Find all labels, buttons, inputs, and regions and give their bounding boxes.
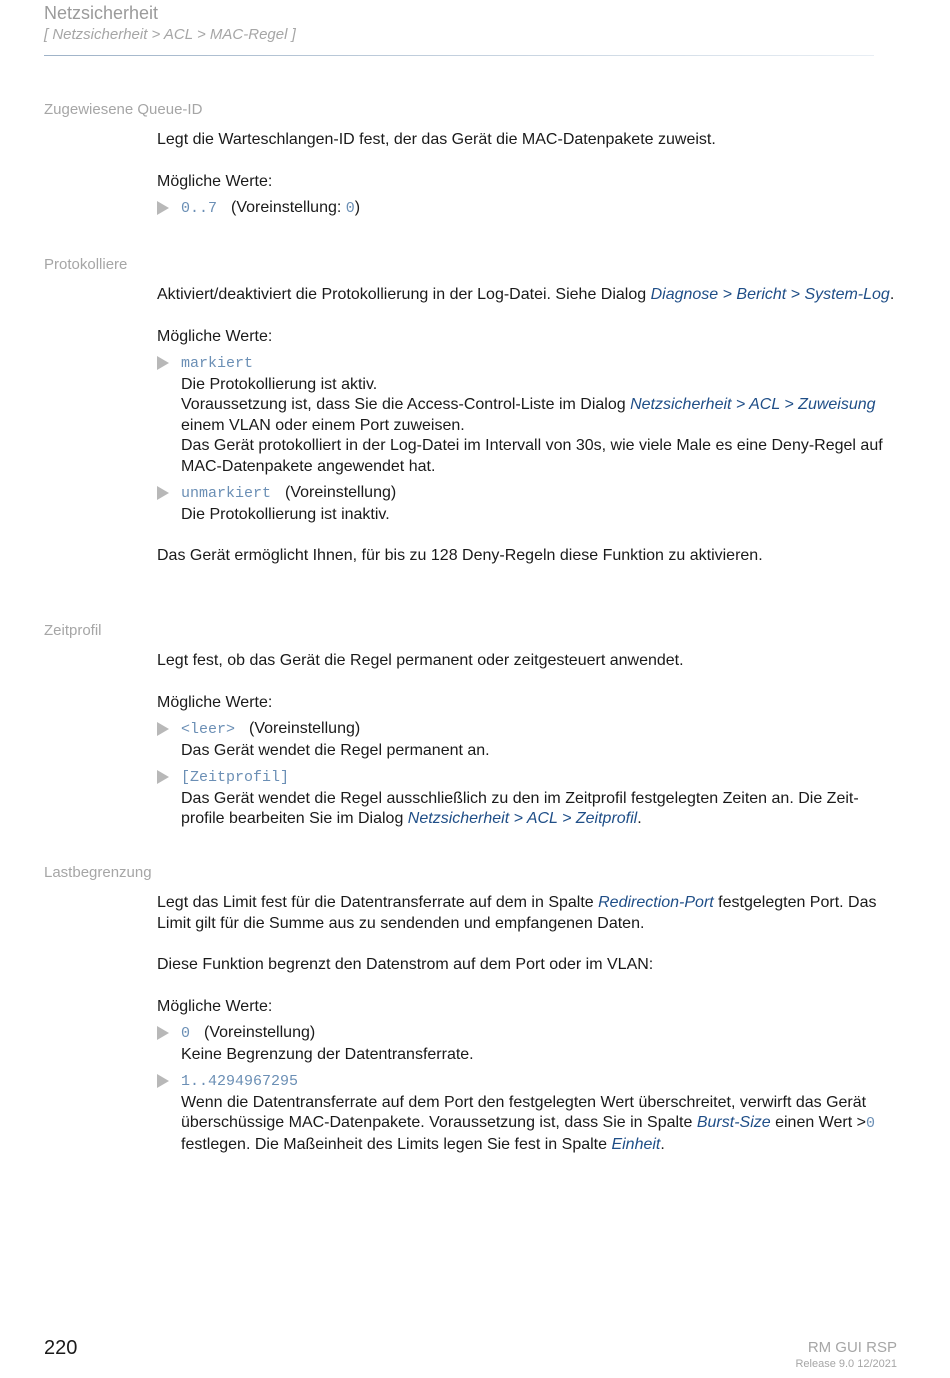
option-text-part: . — [637, 810, 642, 827]
option-text-part: . — [660, 1135, 665, 1153]
inline-code: 0 — [865, 1115, 875, 1132]
bullet-triangle-icon — [157, 770, 169, 784]
bullet-triangle-icon — [157, 356, 169, 370]
bullet-triangle-icon — [157, 722, 169, 736]
possible-values-label: Mögliche Werte: — [157, 997, 273, 1015]
breadcrumb: [ Netzsicherheit > ACL > MAC-Regel ] — [44, 26, 296, 43]
option-note: (Voreinstellung) — [204, 1024, 316, 1041]
description: Diese Funktion begrenzt den Datenstrom auf dem Port oder im VLAN: — [157, 956, 654, 973]
dialog-link-zuweisung[interactable]: Netzsicherheit > ACL > Zuweisung — [630, 396, 876, 413]
option-code: unmarkiert — [181, 485, 272, 502]
value-option — [157, 353, 902, 477]
section-body-lastbegrenzung — [157, 893, 902, 1161]
release-info: Release 9.0 12/2021 — [795, 1358, 897, 1370]
option-text-part: festlegen. Die Maßeinheit des Limits legen Sie fest in Spalte — [181, 1135, 612, 1153]
page-header-title: Netzsicherheit — [44, 3, 159, 23]
value-option — [157, 1023, 902, 1065]
section-body-protokolliere — [157, 285, 902, 588]
possible-values-label: Mögliche Werte: — [157, 172, 273, 190]
option-text: Die Protokollierung ist inaktiv. — [181, 505, 390, 523]
option-code: <leer> — [181, 721, 236, 738]
option-text — [181, 789, 902, 830]
value-option — [157, 198, 902, 220]
description: Legt die Warteschlangen-ID fest, der das Gerät die MAC-Datenpakete zuweist. — [157, 131, 716, 148]
option-text — [181, 1093, 902, 1156]
description: Legt fest, ob das Gerät die Regel permanent oder zeitgesteuert anwendet. — [157, 652, 684, 669]
option-default-code: 0 — [345, 200, 355, 217]
option-text: Das Gerät protokolliert in der Log-Datei im Intervall von 30s, wie viele Male es eine Deny-Regel auf MAC-Datenpakete angewendet hat. — [181, 437, 883, 475]
option-code: 0 — [181, 1025, 191, 1042]
section-heading-lastbegrenzung: Lastbegrenzung — [44, 864, 152, 881]
bullet-triangle-icon — [157, 1026, 169, 1040]
value-option — [157, 719, 902, 761]
description-text: Legt das Limit fest für die Datentransferrate auf dem in Spalte — [157, 894, 599, 911]
option-code: 0..7 — [181, 200, 218, 217]
option-note-end: ) — [354, 199, 361, 216]
description-text: festgelegten Port. Das Limit gilt für die Summe aus zu sendenden und empfangenen Daten. — [157, 894, 877, 932]
bullet-triangle-icon — [157, 1074, 169, 1088]
description — [157, 285, 902, 306]
section-heading-protokolliere: Protokolliere — [44, 256, 128, 273]
dialog-link-system-log[interactable]: Diagnose > Bericht > System-Log — [650, 286, 890, 303]
option-text-part: Wenn die Datentransferrate auf dem Port den festgelegten Wert überschreitet, verwirft das Gerät überschüssige MAC-Datenpakete. Voraussetzung ist, dass Sie in Spalte — [181, 1093, 867, 1131]
option-note: (Voreinstellung) — [249, 720, 361, 737]
value-option — [157, 767, 902, 830]
option-text: Keine Begrenzung der Datentransferrate. — [181, 1045, 474, 1063]
option-code: [Zeitprofil] — [181, 769, 290, 786]
value-option — [157, 483, 902, 525]
column-link-redirection-port[interactable]: Redirection-Port — [598, 894, 714, 911]
option-text-part: Das Gerät wendet die Regel ausschließlich zu den im Zeitprofil festgelegten Zeiten an. Die Zeit-profile bearbeiten Sie im Dialog — [181, 789, 859, 827]
column-link-einheit[interactable]: Einheit — [611, 1135, 661, 1153]
note: Das Gerät ermöglicht Ihnen, für bis zu 128 Deny-Regeln diese Funktion zu aktivieren. — [157, 547, 763, 564]
section-body-queue-id — [157, 130, 902, 226]
option-text-part: einem VLAN oder einem Port zuweisen. — [181, 416, 465, 434]
option-code: markiert — [181, 355, 254, 372]
description-text: Aktiviert/deaktiviert die Protokollierung in der Log-Datei. Siehe Dialog — [157, 286, 651, 303]
document-id: RM GUI RSP — [807, 1339, 897, 1356]
page-number: 220 — [44, 1337, 78, 1359]
value-option — [157, 1071, 902, 1155]
option-text: Die Protokollierung ist aktiv. — [181, 375, 378, 393]
option-text-part: Voraussetzung ist, dass Sie die Access-Control-Liste im Dialog — [181, 396, 631, 413]
section-heading-queue-id: Zugewiesene Queue-ID — [44, 101, 203, 118]
option-text: Das Gerät wendet die Regel permanent an. — [181, 741, 490, 759]
option-text-part: einen Wert > — [770, 1114, 866, 1131]
section-heading-zeitprofil: Zeitprofil — [44, 622, 102, 639]
option-note: (Voreinstellung: — [231, 199, 346, 216]
possible-values-label: Mögliche Werte: — [157, 693, 273, 711]
option-note: (Voreinstellung) — [285, 484, 397, 501]
option-text — [181, 395, 902, 436]
column-link-burst-size[interactable]: Burst-Size — [696, 1114, 771, 1131]
option-code: 1..4294967295 — [181, 1073, 299, 1090]
description-end: . — [889, 286, 895, 303]
bullet-triangle-icon — [157, 486, 169, 500]
description — [157, 893, 902, 934]
header-divider — [44, 55, 874, 56]
bullet-triangle-icon — [157, 201, 169, 215]
dialog-link-zeitprofil[interactable]: Netzsicherheit > ACL > Zeitprofil — [407, 810, 638, 827]
section-body-zeitprofil — [157, 651, 902, 836]
possible-values-label: Mögliche Werte: — [157, 327, 273, 345]
